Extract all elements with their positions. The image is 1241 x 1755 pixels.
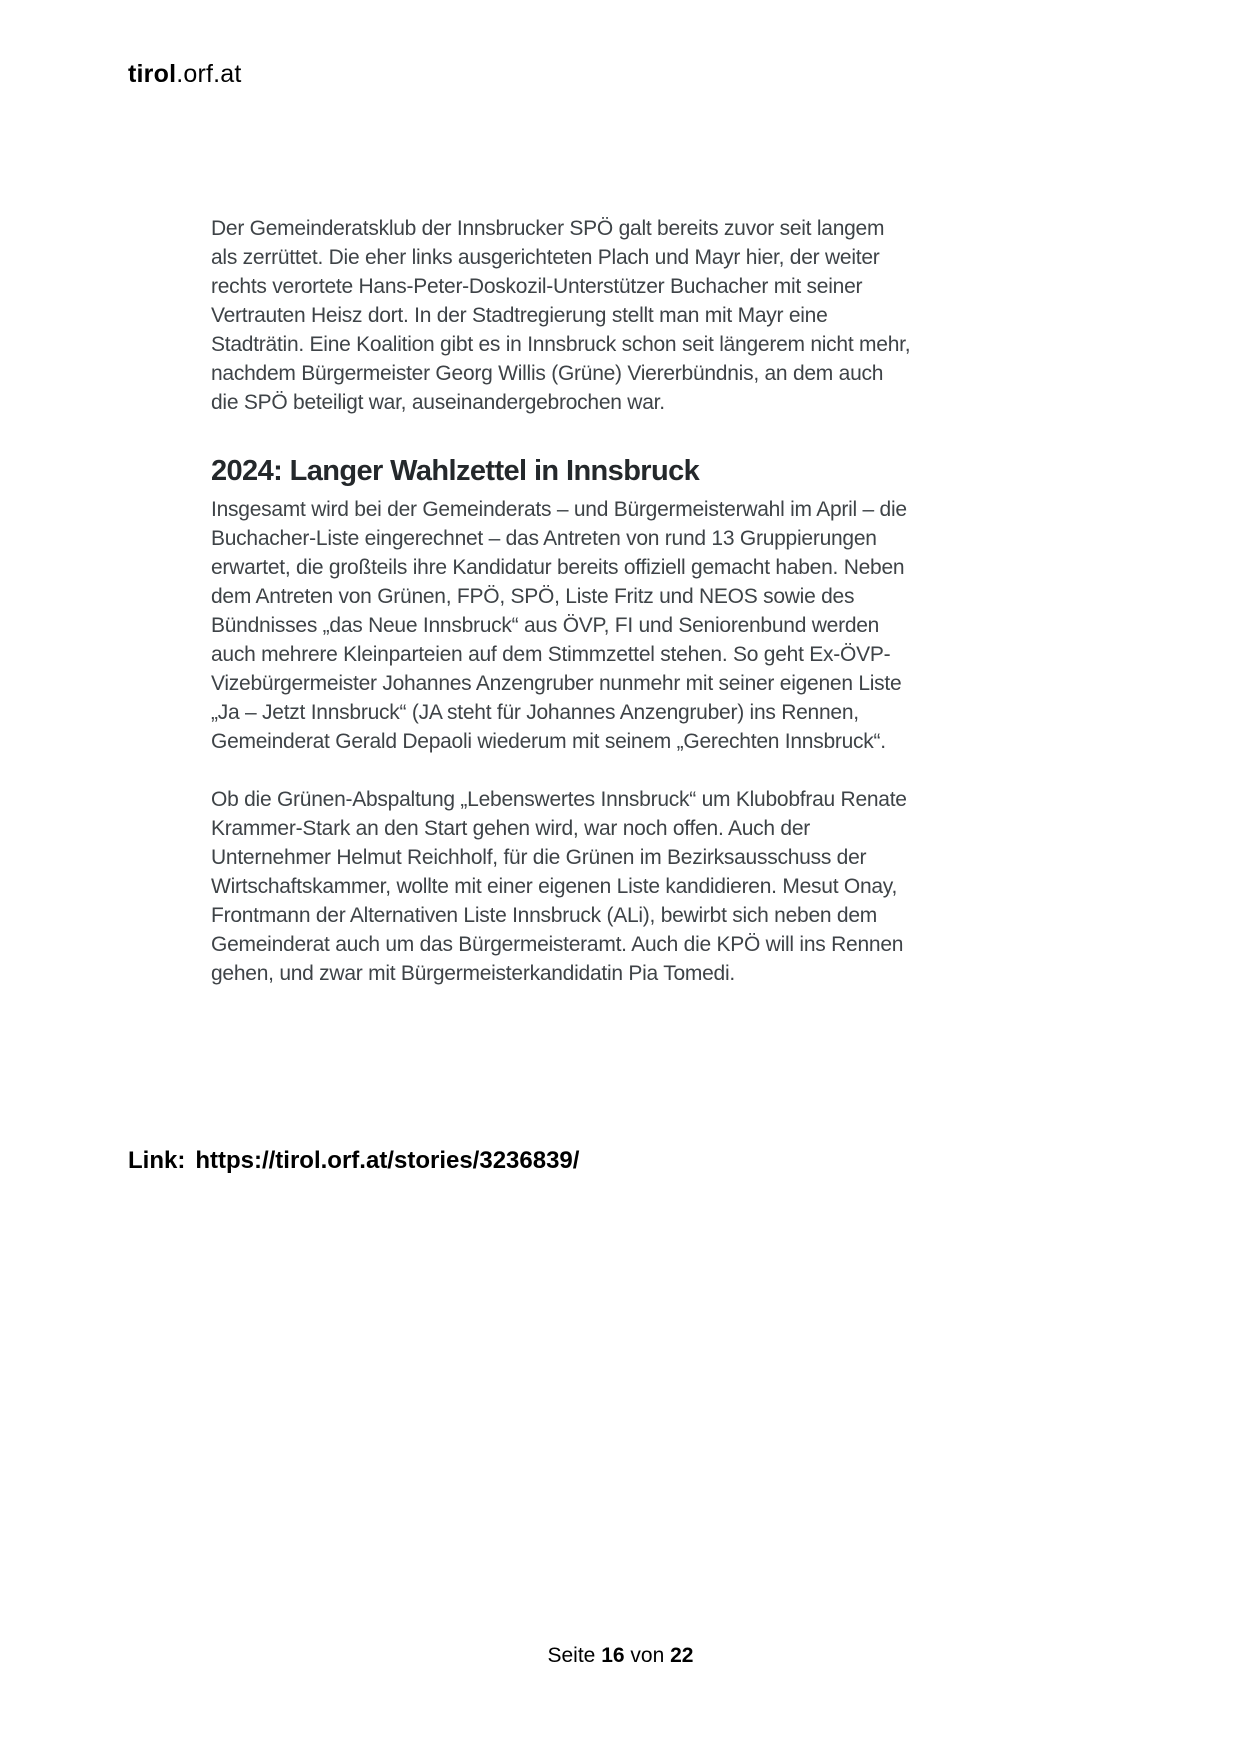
source-link-url[interactable]: https://tirol.orf.at/stories/3236839/ bbox=[195, 1147, 580, 1174]
article-paragraph-2: Insgesamt wird bei der Gemeinderats – und Bürgermeisterwahl im April – die Buchacher-Liste eingerechnet – das Antreten von rund 13 Gruppierungen erwartet, die großteils ihre Kandidatur bereits offiziell gemacht haben. Neben dem Antreten von Grünen, FPÖ, SPÖ, Liste Fritz und NEOS sowie des Bündnisses „das Neue Innsbruck“ aus ÖVP, FI und Seniorenbund werden auch mehrere Kleinparteien auf dem Stimmzettel stehen. So geht Ex-ÖVP-Vizebürgermeister Johannes Anzengruber nunmehr mit seiner eigenen Liste „Ja – Jetzt Innsbruck“ (JA steht für Johannes Anzengruber) ins Rennen, Gemeinderat Gerald Depaoli wiederum mit seinem „Gerechten Innsbruck“. bbox=[211, 498, 907, 753]
article-body bbox=[211, 214, 911, 1017]
footer-total-pages: 22 bbox=[670, 1644, 694, 1667]
footer-page-separator: von bbox=[630, 1644, 665, 1667]
footer-page-prefix: Seite bbox=[547, 1644, 596, 1667]
site-header-brand: tirol bbox=[128, 60, 177, 88]
article-paragraph-3: Ob die Grünen-Abspaltung „Lebenswertes Innsbruck“ um Klubobfrau Renate Krammer-Stark an den Start gehen wird, war noch offen. Auch der Unternehmer Helmut Reichholf, für die Grünen im Bezirksausschuss der Wirtschaftskammer, wollte mit einer eigenen Liste kandidieren. Mesut Onay, Frontmann der Alternativen Liste Innsbruck (ALi), bewirbt sich neben dem Gemeinderat auch um das Bürgermeisteramt. Auch die KPÖ will ins Rennen gehen, und zwar mit Bürgermeisterkandidatin Pia Tomedi. bbox=[211, 788, 907, 985]
source-link-label: Link: bbox=[128, 1147, 186, 1174]
footer-page-number: 16 bbox=[601, 1644, 625, 1667]
article-paragraph-1: Der Gemeinderatsklub der Innsbrucker SPÖ galt bereits zuvor seit langem als zerrüttet. Die eher links ausgerichteten Plach und Mayr hier, der weiter rechts verortete Hans-Peter-Doskozil-Unterstützer Buchacher mit seiner Vertrauten Heisz dort. In der Stadtregierung stellt man mit Mayr eine Stadträtin. Eine Koalition gibt es in Innsbruck schon seit längerem nicht mehr, nachdem Bürgermeister Georg Willis (Grüne) Viererbündnis, an dem auch die SPÖ beteiligt war, auseinandergebrochen war. bbox=[211, 217, 911, 414]
site-header-domain: .orf.at bbox=[176, 60, 242, 88]
page-footer bbox=[0, 1644, 1241, 1668]
article-heading: 2024: Langer Wahlzettel in Innsbruck bbox=[211, 455, 700, 487]
source-link-line bbox=[128, 1147, 579, 1175]
site-header bbox=[128, 60, 242, 89]
